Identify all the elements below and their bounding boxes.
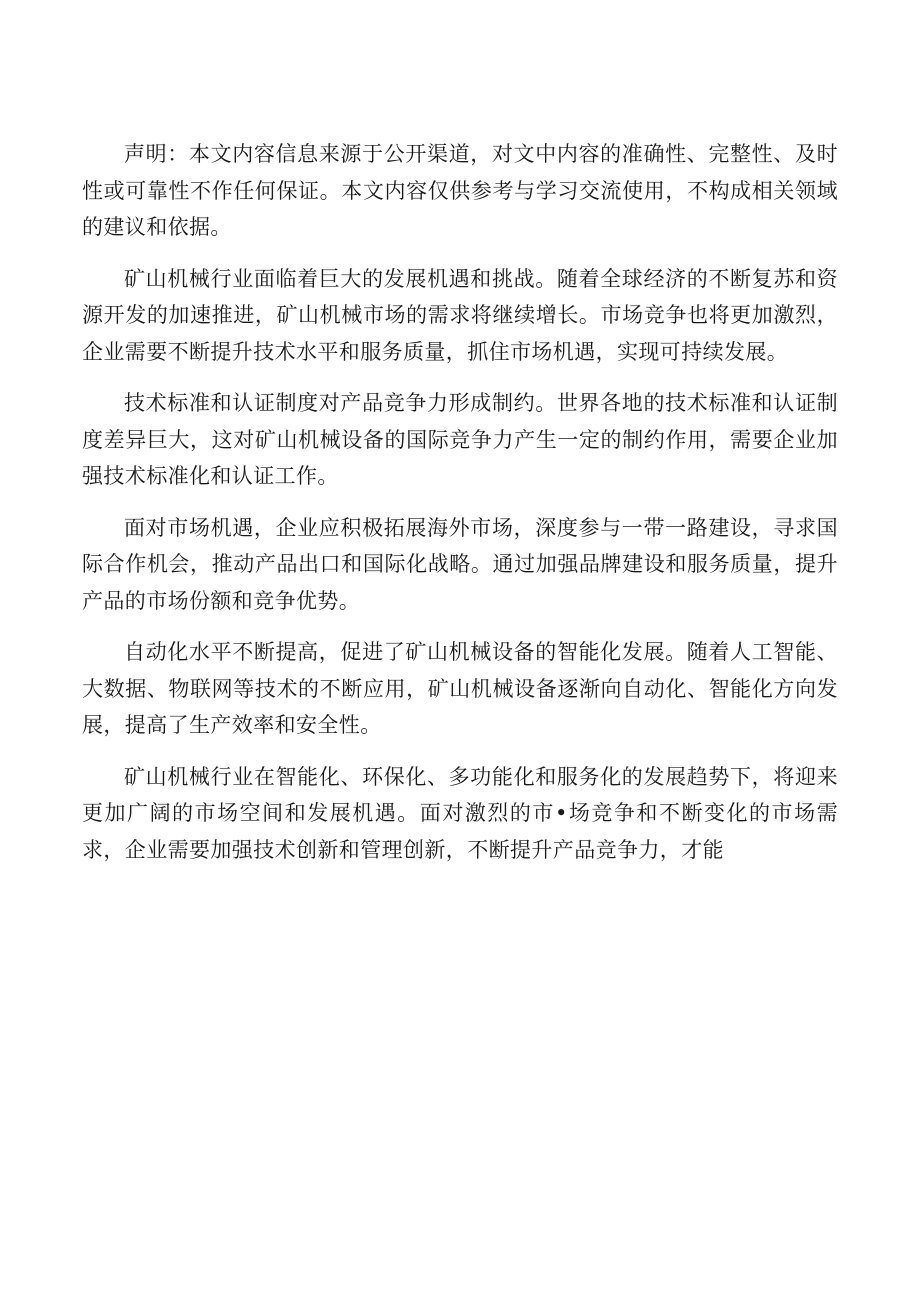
disclaimer-paragraph: 声明：本文内容信息来源于公开渠道，对文中内容的准确性、完整性、及时性或可靠性不作任何保证。本文内容仅供参考与学习交流使用，不构成相关领域的建议和依据。 [82,142,838,239]
document-body [82,136,838,883]
body-paragraph: 矿山机械行业在智能化、环保化、多功能化和服务化的发展趋势下，将迎来更加广阔的市场空间和发展机遇。面对激烈的市•场竞争和不断变化的市场需求，企业需要加强技术创新和管理创新，不断提升产品竞争力，才能 [82,764,838,862]
body-paragraph: 技术标准和认证制度对产品竞争力形成制约。世界各地的技术标准和认证制度差异巨大，这对矿山机械设备的国际竞争力产生一定的制约作用，需要企业加强技术标准化和认证工作。 [82,391,838,488]
body-paragraph: 面对市场机遇，企业应积极拓展海外市场，深度参与一带一路建设，寻求国际合作机会，推动产品出口和国际化战略。通过加强品牌建设和服务质量，提升产品的市场份额和竞争优势。 [82,515,838,613]
body-paragraph: 矿山机械行业面临着巨大的发展机遇和挑战。随着全球经济的不断复苏和资源开发的加速推进，矿山机械市场的需求将继续增长。市场竞争也将更加激烈，企业需要不断提升技术水平和服务质量，抓住市场机遇，实现可持续发展。 [82,266,838,364]
body-paragraph: 自动化水平不断提高，促进了矿山机械设备的智能化发展。随着人工智能、大数据、物联网等技术的不断应用，矿山机械设备逐渐向自动化、智能化方向发展，提高了生产效率和安全性。 [82,640,838,737]
